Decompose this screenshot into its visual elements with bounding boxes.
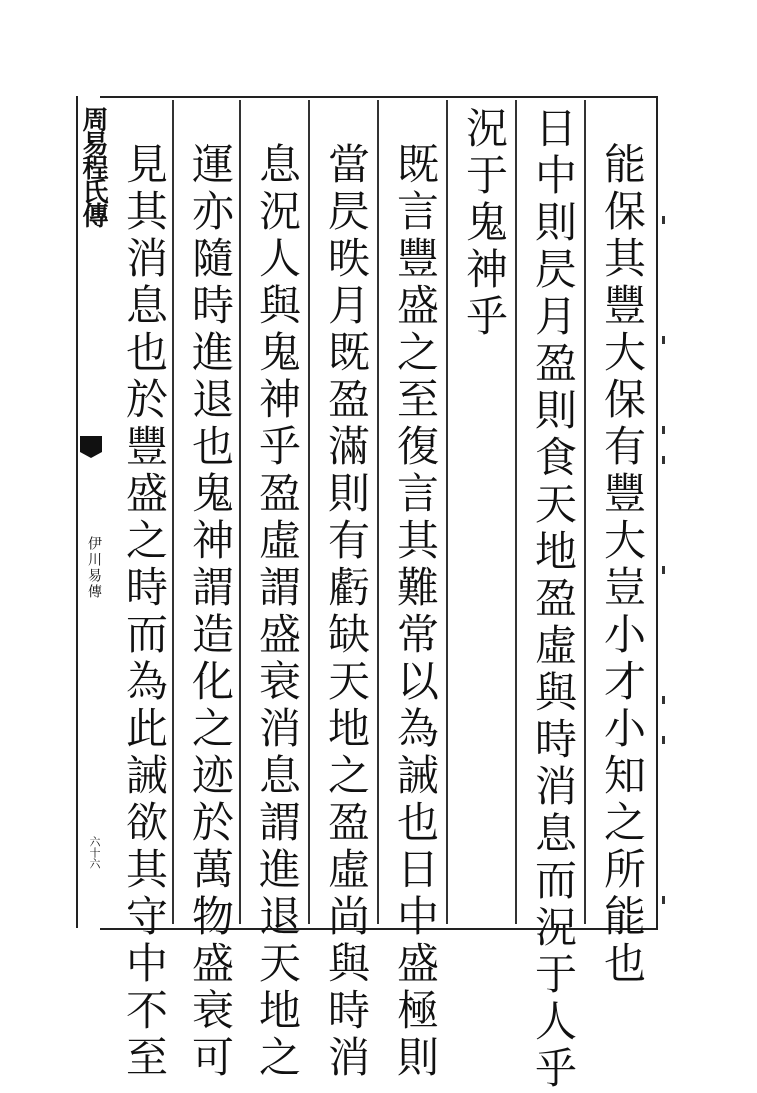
text-column bbox=[310, 100, 378, 1082]
text-column bbox=[448, 100, 516, 924]
column-text: 能保其豐大保有豐大豈小才小知之所能也 bbox=[598, 142, 647, 988]
margin-book-title: 周易程氏傳 bbox=[78, 106, 108, 226]
column-text: 況于鬼神乎 bbox=[460, 106, 509, 341]
margin-book-name: 伊川易傳 bbox=[86, 536, 102, 600]
page-frame-right-edge bbox=[656, 96, 658, 928]
text-columns bbox=[108, 100, 656, 1093]
text-column bbox=[241, 100, 309, 1082]
margin-page-number: 六十六 bbox=[88, 836, 101, 869]
page-edge-marks bbox=[660, 96, 676, 928]
column-text: 當昃昳月既盈滿則有虧缺天地之盈虛尚與時消 bbox=[322, 142, 371, 1082]
column-text: 日中則昃月盈則食天地盈虛與時消息而況于人乎 bbox=[529, 106, 578, 1093]
text-column bbox=[174, 100, 242, 1082]
column-text: 運亦隨時進退也鬼神謂造化之迹於萬物盛衰可 bbox=[186, 142, 235, 1082]
column-text: 見其消息也於豐盛之時而為此誡欲其守中不至 bbox=[120, 142, 169, 1082]
text-column bbox=[517, 100, 585, 1093]
text-column bbox=[586, 100, 654, 988]
text-column bbox=[379, 100, 447, 1082]
fishtail-mark-icon bbox=[80, 436, 102, 458]
column-text: 既言豐盛之至復言其難常以為誡也日中盛極則 bbox=[391, 142, 440, 1082]
text-column bbox=[108, 100, 176, 1082]
column-text: 息況人與鬼神乎盈虛謂盛衰消息謂進退天地之 bbox=[253, 142, 302, 1082]
